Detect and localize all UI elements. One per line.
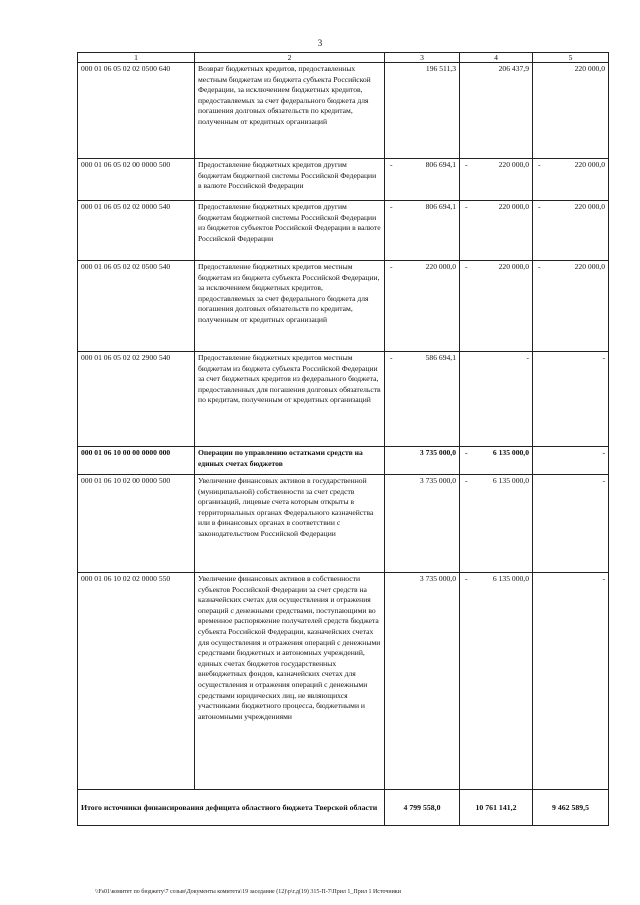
table-row [78,63,609,159]
table-header-row [78,53,609,63]
row-value-col5 [533,475,609,573]
value: 220 000,0 [574,262,605,271]
row-value-col5 [533,447,609,475]
value: 3 735 000,0 [419,574,456,583]
row-description: Возврат бюджетных кредитов, предоставленных местным бюджетам из бюджета субъекта Российской Федерации, за исключением бюджетных кредитов, предоставляемых за счет федерального бюджета для погашения долговых обязательств по кредитам, полученным от кредитных организаций [195,63,385,159]
page-number: 3 [317,38,323,48]
value: 220 000,0 [498,202,529,211]
minus-sign: - [390,160,393,169]
row-value-col3 [385,475,460,573]
row-value-col4 [460,573,533,790]
table-row [78,475,609,573]
total-value-col4: 10 761 141,2 [460,790,533,826]
value: 806 694,1 [425,160,456,169]
value: - [526,353,529,362]
row-value-col5 [533,573,609,790]
value: 6 135 000,0 [492,476,529,485]
row-value-col5 [533,261,609,352]
value: 3 735 000,0 [419,476,456,485]
row-value-col4 [460,201,533,261]
minus-sign: - [465,202,468,211]
row-description: Предоставление бюджетных кредитов другим бюджетам бюджетной системы Российской Федерации в валюте Российской Федерации [195,159,385,201]
value: 6 135 000,0 [492,574,529,583]
row-description: Предоставление бюджетных кредитов местным бюджетам из бюджета субъекта Российской Федерации за счет бюджетных кредитов из федерального бюджета, предоставленных для погашения долговых обязательств по кредитам, полученным от кредитных организаций [195,352,385,447]
row-code: 000 01 06 10 02 00 0000 500 [78,475,195,573]
row-description: Увеличение финансовых активов в собственности субъектов Российской Федерации за счет средств на казначейских счетах для осуществления и отражения операций с денежными средствами, поступающими во временное распоряжение получателей средств бюджета субъекта Российской Федерации, казначейских счетах для осуществления и отражения операций с денежными средствами бюджетных и автономных учреждений, единых счетах бюджетов государственных внебюджетных фондов, казначейских счетах для осуществления и отражения операций с денежными средствами юридических лиц, не являющихся участниками бюджетного процесса, бюджетными и автономными учреждениями [195,573,385,790]
row-value-col3 [385,352,460,447]
row-value-col5 [533,63,609,159]
minus-sign: - [538,202,541,211]
row-code: 000 01 06 05 02 02 0500 540 [78,261,195,352]
minus-sign: - [465,574,468,583]
row-value-col3 [385,159,460,201]
value: 206 437,9 [498,64,529,73]
value: 220 000,0 [574,64,605,73]
header-col-1: 1 [78,53,195,63]
value: 220 000,0 [574,160,605,169]
value: 220 000,0 [498,262,529,271]
row-code: 000 01 06 10 02 02 0000 550 [78,573,195,790]
row-value-col4 [460,475,533,573]
value: 806 694,1 [425,202,456,211]
minus-sign: - [538,262,541,271]
minus-sign: - [465,160,468,169]
value: 3 735 000,0 [419,448,456,457]
row-value-col3 [385,261,460,352]
file-path-footer: \\Fs01\комитет по бюджету\7 созыв\Документы комитета\19 заседание (12)\р\г.д(19) 315-П-7\Прил 1_Прил 1 Источники [95,889,401,895]
table-row [78,447,609,475]
row-value-col4 [460,159,533,201]
value: 220 000,0 [574,202,605,211]
header-col-5: 5 [533,53,609,63]
table-row [78,201,609,261]
row-description: Операции по управлению остатками средств на единых счетах бюджетов [195,447,385,475]
total-value-col5: 9 462 589,5 [533,790,609,826]
row-value-col3 [385,201,460,261]
row-value-col3 [385,63,460,159]
value: - [602,448,605,457]
row-value-col4 [460,352,533,447]
table-row [78,573,609,790]
row-description: Предоставление бюджетных кредитов местным бюджетам из бюджета субъекта Российской Федерации, за исключением бюджетных кредитов, предоставляемых за счет федерального бюджета для погашения долговых обязательств по кредитам, полученным от кредитных организаций [195,261,385,352]
value: 196 511,3 [425,64,456,73]
budget-sources-table [77,52,609,826]
row-value-col5 [533,352,609,447]
minus-sign: - [538,160,541,169]
minus-sign: - [390,202,393,211]
minus-sign: - [465,448,468,457]
row-value-col4 [460,447,533,475]
row-code: 000 01 06 05 02 02 2900 540 [78,352,195,447]
value: - [602,476,605,485]
row-value-col5 [533,159,609,201]
table-row [78,352,609,447]
row-code: 000 01 06 05 02 02 0500 640 [78,63,195,159]
minus-sign: - [390,262,393,271]
row-value-col3 [385,447,460,475]
row-value-col5 [533,201,609,261]
minus-sign: - [465,262,468,271]
header-col-3: 3 [385,53,460,63]
row-code: 000 01 06 05 02 00 0000 500 [78,159,195,201]
total-label: Итого источники финансирования дефицита областного бюджета Тверской области [78,790,385,826]
row-description: Предоставление бюджетных кредитов другим бюджетам бюджетной системы Российской Федерации из бюджетов субъектов Российской Федерации в валюте Российской Федерации [195,201,385,261]
row-value-col4 [460,63,533,159]
table-row [78,159,609,201]
row-code: 000 01 06 10 00 00 0000 000 [78,447,195,475]
row-description: Увеличение финансовых активов в государственной (муниципальной) собственности за счет средств организаций, лицевые счета которым открыты в территориальных органах Федерального казначейства или в финансовых органах в соответствии с законодательством Российской Федерации [195,475,385,573]
header-col-2: 2 [195,53,385,63]
row-value-col3 [385,573,460,790]
table-row [78,261,609,352]
value: 6 135 000,0 [492,448,529,457]
value: - [602,574,605,583]
total-value-col3: 4 799 558,0 [385,790,460,826]
row-value-col4 [460,261,533,352]
row-code: 000 01 06 05 02 02 0000 540 [78,201,195,261]
total-row [78,790,609,826]
value: 220 000,0 [425,262,456,271]
minus-sign: - [390,353,393,362]
value: - [602,353,605,362]
minus-sign: - [465,476,468,485]
header-col-4: 4 [460,53,533,63]
value: 586 694,1 [425,353,456,362]
value: 220 000,0 [498,160,529,169]
